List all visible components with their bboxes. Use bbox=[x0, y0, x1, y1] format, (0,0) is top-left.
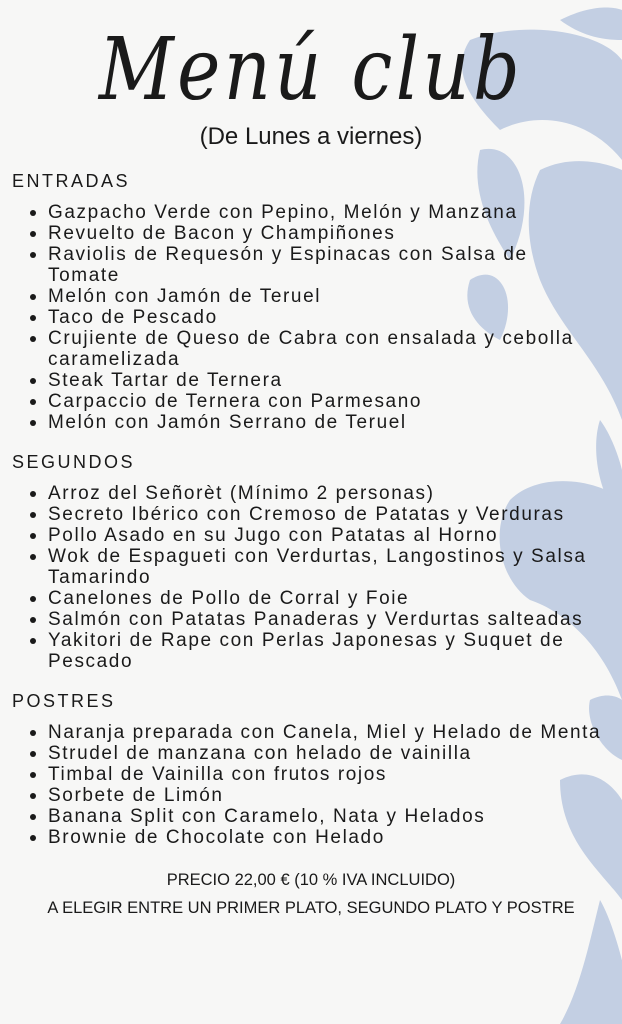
list-item: Secreto Ibérico con Cremoso de Patatas y Verduras bbox=[48, 504, 604, 525]
list-item: Salmón con Patatas Panaderas y Verdurtas salteadas bbox=[48, 609, 604, 630]
list-item: Brownie de Chocolate con Helado bbox=[48, 827, 604, 848]
list-item: Sorbete de Limón bbox=[48, 785, 604, 806]
menu-footer bbox=[0, 866, 622, 922]
section-heading: ENTRADAS bbox=[12, 171, 131, 191]
menu-subtitle: (De Lunes a viernes) bbox=[199, 123, 423, 150]
list-item: Steak Tartar de Ternera bbox=[48, 370, 604, 391]
list-item: Yakitori de Rape con Perlas Japonesas y Suquet de Pescado bbox=[48, 630, 604, 672]
list-item: Wok de Espagueti con Verdurtas, Langostinos y Salsa Tamarindo bbox=[48, 546, 604, 588]
list-item: Timbal de Vainilla con frutos rojos bbox=[48, 764, 604, 785]
section-entradas bbox=[12, 170, 612, 433]
list-item: Banana Split con Caramelo, Nata y Helados bbox=[48, 806, 604, 827]
section-segundos bbox=[12, 451, 612, 672]
list-item: Arroz del Señorèt (Mínimo 2 personas) bbox=[48, 483, 604, 504]
menu-title: Menú club bbox=[98, 20, 524, 120]
section-heading: SEGUNDOS bbox=[12, 452, 136, 472]
list-item: Raviolis de Requesón y Espinacas con Salsa de Tomate bbox=[48, 244, 604, 286]
dish-list bbox=[12, 722, 604, 848]
section-heading: POSTRES bbox=[12, 691, 116, 711]
dish-list bbox=[12, 483, 604, 672]
price-text: PRECIO 22,00 € (10 % IVA INCLUIDO) bbox=[166, 871, 456, 889]
selection-note: A ELEGIR ENTRE UN PRIMER PLATO, SEGUNDO PLATO Y POSTRE bbox=[47, 899, 575, 917]
list-item: Taco de Pescado bbox=[48, 307, 604, 328]
list-item: Crujiente de Queso de Cabra con ensalada y cebolla caramelizada bbox=[48, 328, 604, 370]
list-item: Melón con Jamón Serrano de Teruel bbox=[48, 412, 604, 433]
list-item: Pollo Asado en su Jugo con Patatas al Horno bbox=[48, 525, 604, 546]
list-item: Naranja preparada con Canela, Miel y Helado de Menta bbox=[48, 722, 604, 743]
list-item: Melón con Jamón de Teruel bbox=[48, 286, 604, 307]
section-postres bbox=[12, 690, 612, 848]
list-item: Carpaccio de Ternera con Parmesano bbox=[48, 391, 604, 412]
list-item: Gazpacho Verde con Pepino, Melón y Manzana bbox=[48, 202, 604, 223]
list-item: Strudel de manzana con helado de vainilla bbox=[48, 743, 604, 764]
list-item: Canelones de Pollo de Corral y Foie bbox=[48, 588, 604, 609]
list-item: Revuelto de Bacon y Champiñones bbox=[48, 223, 604, 244]
dish-list bbox=[12, 202, 604, 433]
